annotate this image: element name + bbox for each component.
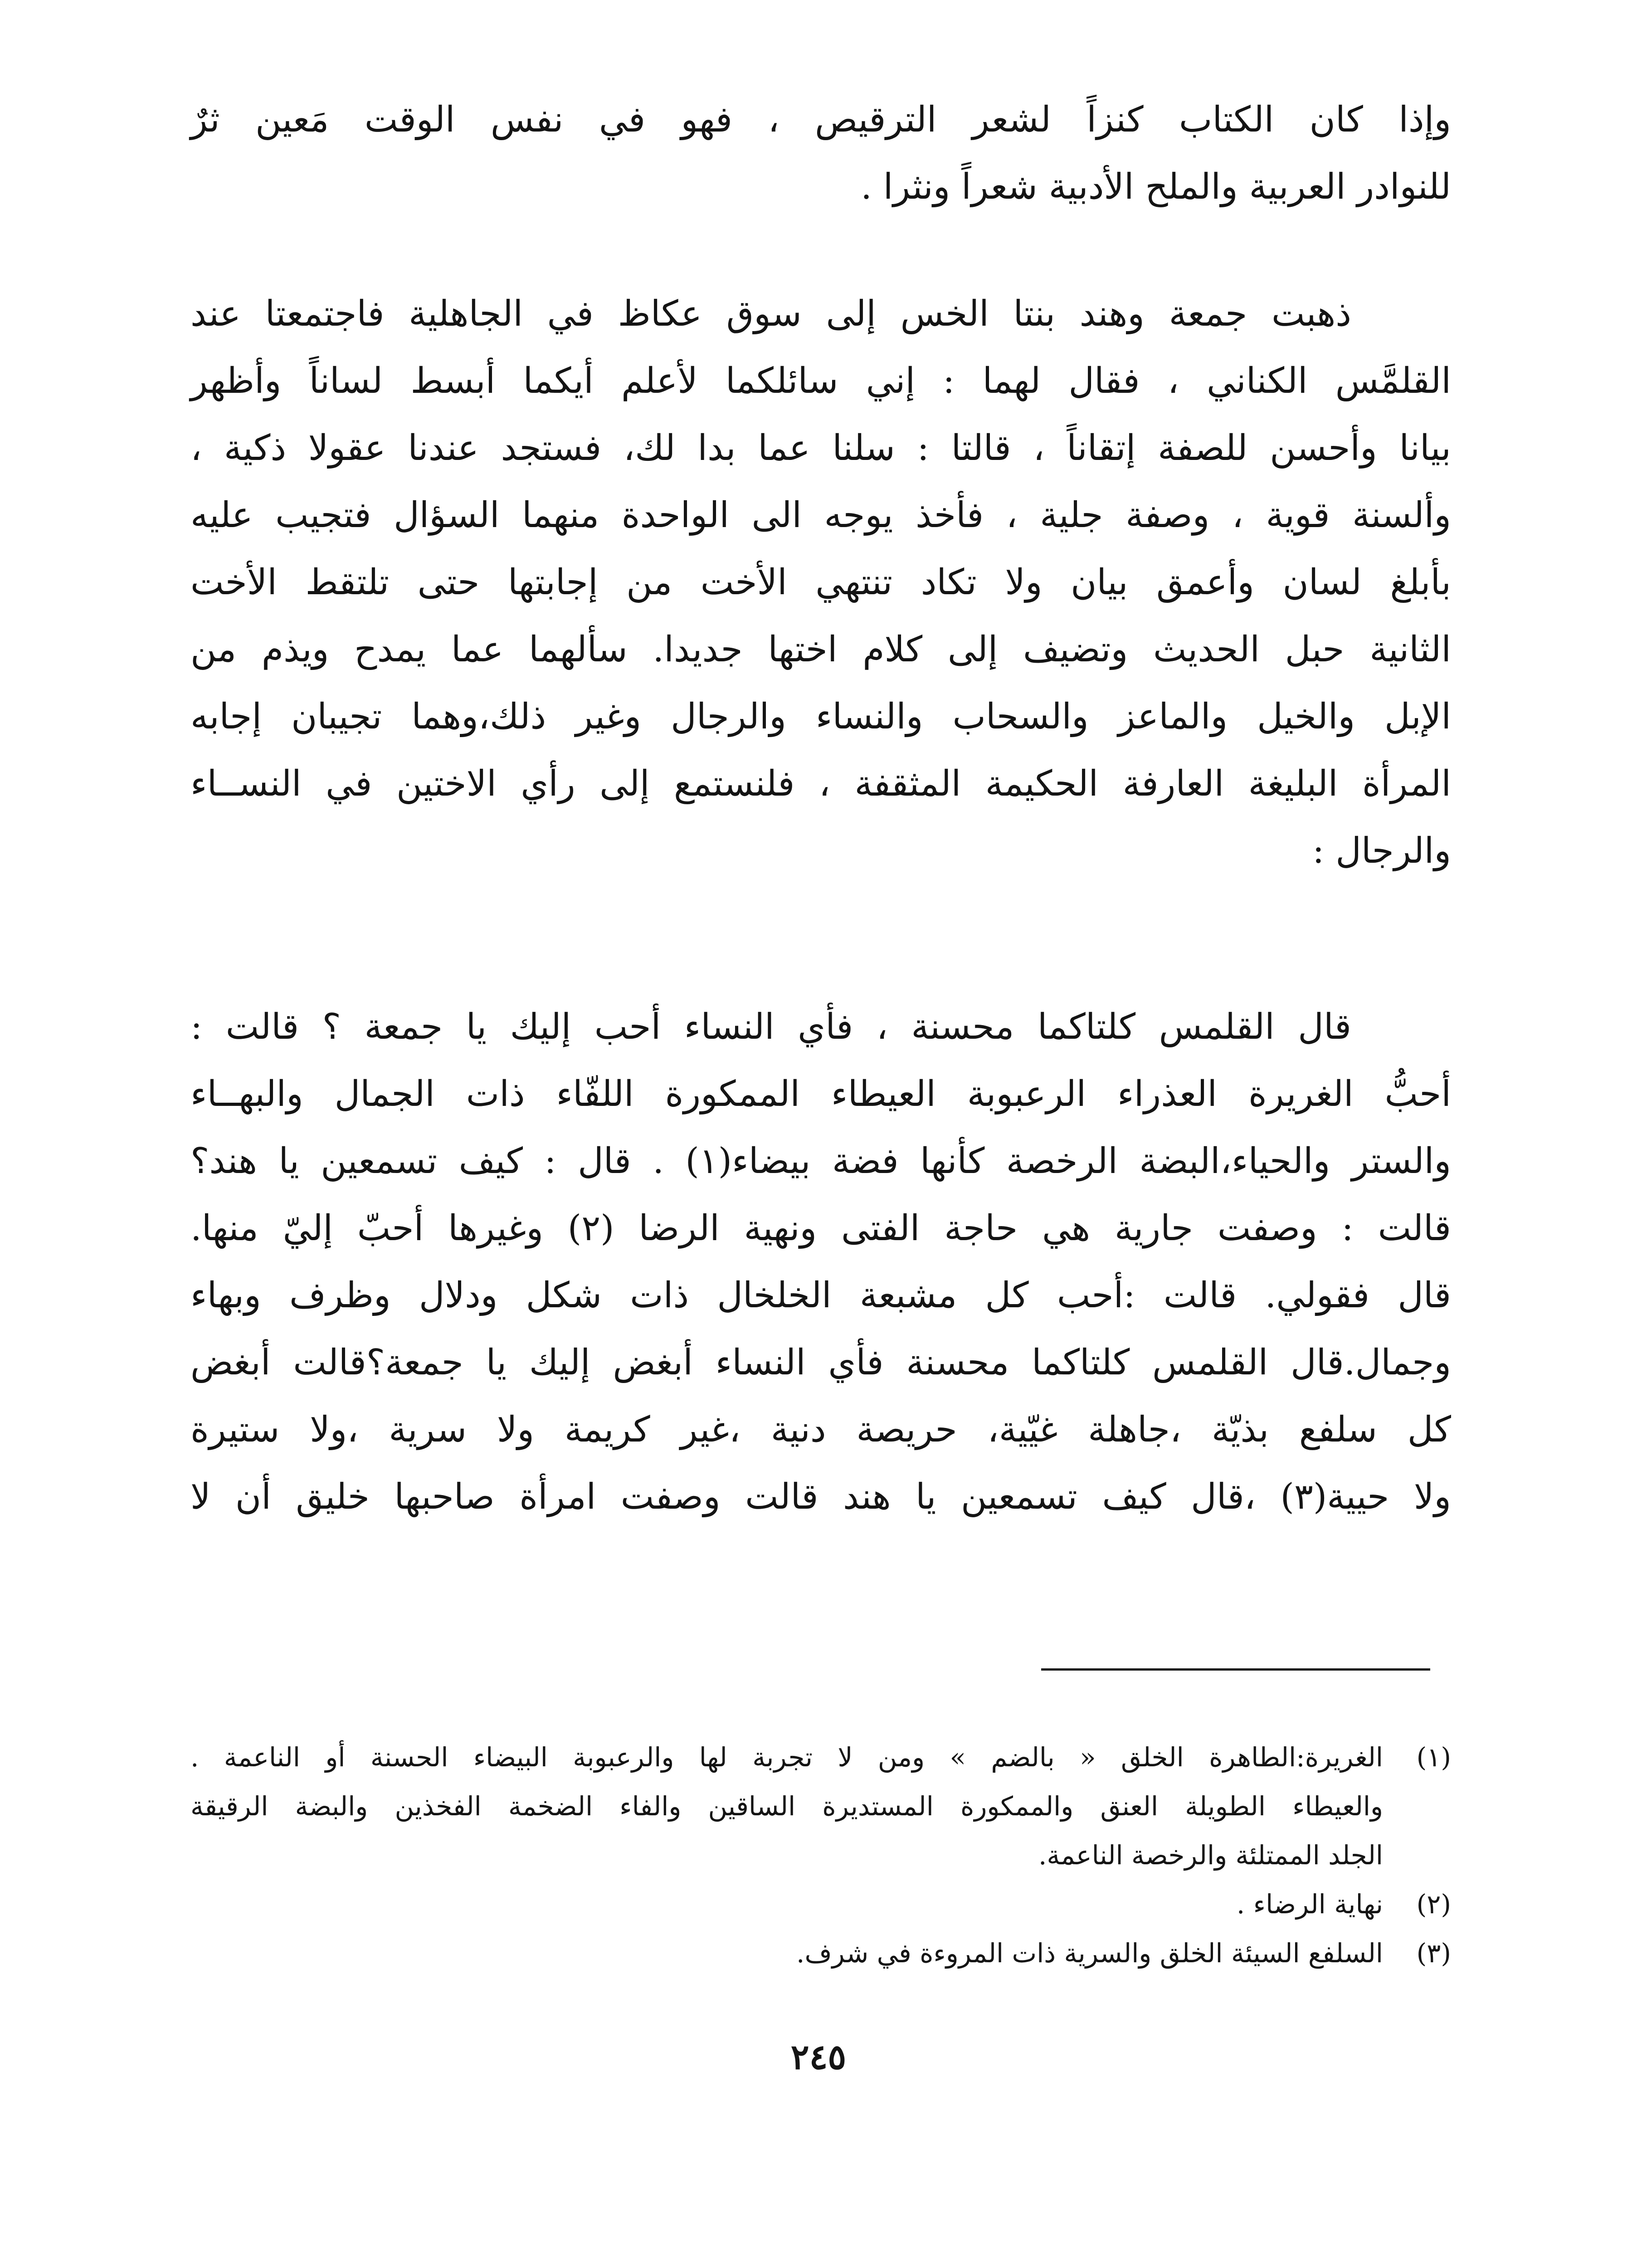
page-number: ٢٤٥	[790, 2037, 847, 2077]
footnote-number: (٢)	[1416, 1889, 1451, 1920]
text-line: قال القلمس كلتاكما محسنة ، فأي النساء أحب إليك يا جمعة ؟ قالت :	[190, 1007, 1351, 1047]
text-line: والستر والحياء،البضة الرخصة كأنها فضة بيضاء(١) . قال : كيف تسمعين يا هند؟	[190, 1141, 1451, 1182]
footnotes	[190, 1733, 1451, 1978]
footnote-text	[190, 1733, 1383, 1880]
footnote-line: السلفع السيئة الخلق والسرية ذات المروءة في شرف.	[796, 1938, 1383, 1969]
text-line: بأبلغ لسان وأعمق بيان ولا تكاد تنتهي الأخت من إجابتها حتى تلتقط الأخت	[190, 562, 1451, 603]
text-line: ولا حيية(٣) ،قال كيف تسمعين يا هند قالت وصفت امرأة صاحبها خليق أن لا	[190, 1476, 1451, 1517]
text-line: وجمال.قال القلمس كلتاكما محسنة فأي النساء أبغض إليك يا جمعة؟قالت أبغض	[190, 1342, 1451, 1383]
text-line: قالت : وصفت جارية هي حاجة الفتى ونهية الرضا (٢) وغيرها أحبّ إليّ منها.	[190, 1208, 1451, 1249]
text-line: ذهبت جمعة وهند بنتا الخس إلى سوق عكاظ في الجاهلية فاجتمعتا عند	[190, 293, 1351, 334]
text-line: الثانية حبل الحديث وتضيف إلى كلام اختها جديدا. سألهما عما يمدح ويذم من	[190, 629, 1451, 670]
text-line: أحبُّ الغريرة العذراء الرعبوبة العيطاء الممكورة اللفّاء ذات الجمال والبهــاء	[190, 1074, 1451, 1114]
text-line: وإذا كان الكتاب كنزاً لشعر الترقيص ، فهو في نفس الوقت مَعين ثرٌ	[190, 99, 1451, 140]
footnote-text	[190, 1880, 1383, 1929]
text-line: الإبل والخيل والماعز والسحاب والنساء والرجال وغير ذلك،وهما تجيبان إجابه	[190, 696, 1451, 737]
footnote-line: الجلد الممتلئة والرخصة الناعمة.	[1038, 1840, 1383, 1871]
footnote-number: (١)	[1416, 1742, 1451, 1773]
footnote-line: نهاية الرضاء .	[1236, 1889, 1383, 1920]
footnote-number: (٣)	[1416, 1938, 1451, 1969]
text-line: والرجال :	[1312, 831, 1451, 871]
footnote-separator	[1041, 1668, 1430, 1671]
text-line: المرأة البليغة العارفة الحكيمة المثقفة ، فلنستمع إلى رأي الاختين في النســاء	[190, 763, 1451, 804]
text-line: كل سلفع بذيّة ،جاهلة غيّية، حريصة دنية ،غير كريمة ولا سرية ،ولا ستيرة	[190, 1409, 1451, 1450]
intro-paragraph	[190, 86, 1551, 220]
footnote-3	[190, 1929, 1451, 1978]
footnote-text	[190, 1929, 1383, 1978]
paragraph-2	[190, 993, 1451, 1530]
footnote-line: الغريرة:الطاهرة الخلق « بالضم » ومن لا تجربة لها والرعبوبة البيضاء الحسنة أو الناعمة .	[190, 1742, 1383, 1773]
text-line: بيانا وأحسن للصفة إتقاناً ، قالتا : سلنا عما بدا لك، فستجد عندنا عقولا ذكية ،	[190, 428, 1451, 469]
footnote-2	[190, 1880, 1451, 1929]
text-line: للنوادر العربية والملح الأدبية شعراً ونثرا .	[861, 166, 1451, 207]
footnote-1	[190, 1733, 1451, 1880]
footnote-line: والعيطاء الطويلة العنق والممكورة المستديرة الساقين والفاء الضخمة الفخذين والبضة الرقيقة	[190, 1791, 1383, 1822]
paragraph-1	[190, 280, 1451, 885]
text-line: القلمَّس الكناني ، فقال لهما : إني سائلكما لأعلم أيكما أبسط لساناً وأظهر	[190, 361, 1451, 401]
text-line: وألسنة قوية ، وصفة جلية ، فأخذ يوجه الى الواحدة منهما السؤال فتجيب عليه	[190, 495, 1451, 536]
text-line: قال فقولي. قالت :أحب كل مشبعة الخلخال ذات شكل ودلال وظرف وبهاء	[190, 1275, 1451, 1316]
